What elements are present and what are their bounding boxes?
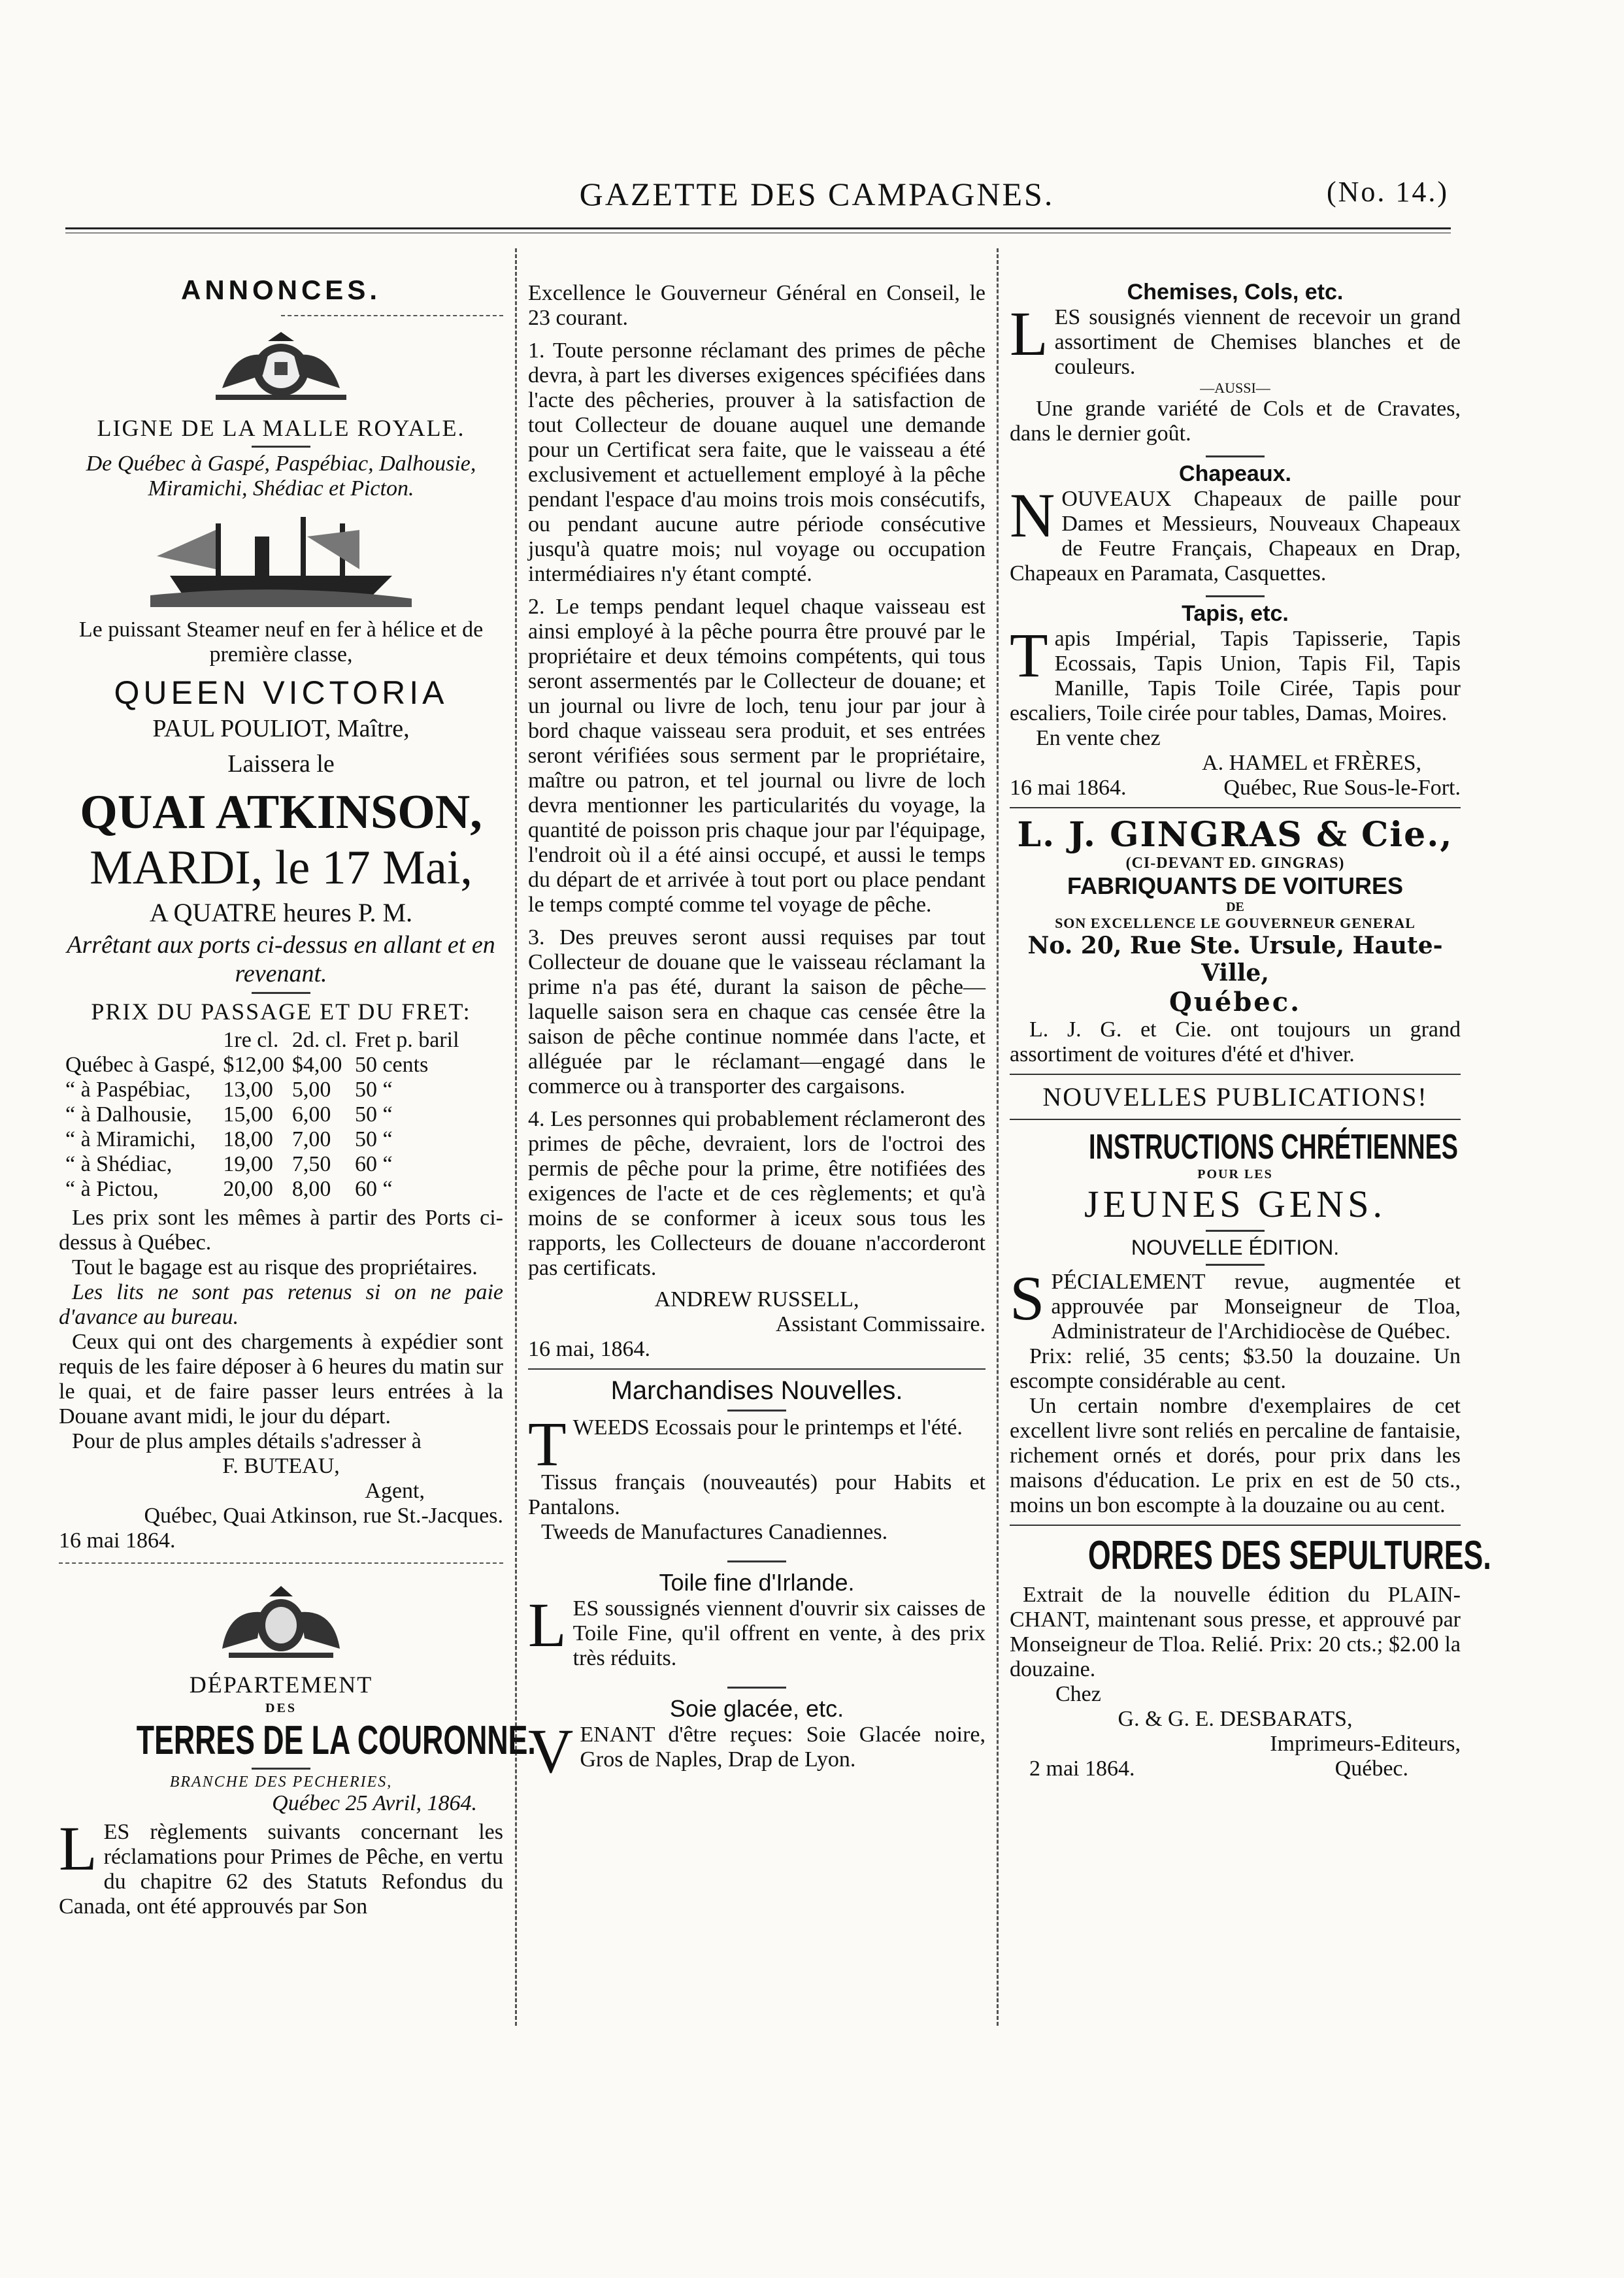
fare-dest: “ à Dalhousie, — [65, 1102, 192, 1127]
extrait-text: Extrait de la nouvelle édition du PLAIN-CHANT, maintenant sous presse, et approuvé par Monseigneur de Tloa. Relié. Prix: 20 cts.; $2.00 la douzaine. — [1010, 1583, 1461, 1681]
tapis-text: apis Impérial, Tapis Tapisserie, Tapis Ecossais, Tapis Union, Tapis Fil, Tapis Manille, Tapis Toile Cirée, Tapis pour escaliers, Toile cirée pour tables, Damas, Moires. — [1010, 627, 1461, 725]
fare-freight: 50 “ — [354, 1102, 393, 1127]
drop-cap: T — [528, 1409, 567, 1479]
note-contact: Pour de plus amples détails s'adresser à — [72, 1429, 422, 1453]
fare-freight: 60 “ — [354, 1152, 393, 1176]
terres-title — [59, 1717, 536, 1764]
leave-text: Laissera le — [227, 750, 335, 778]
hamel-footer — [1010, 776, 1461, 801]
fare-dest: Québec à Gaspé, — [65, 1053, 216, 1077]
fare-1st: 18,00 — [223, 1127, 273, 1151]
fares-header-cell: 1re cl. — [223, 1028, 279, 1052]
pour-les: POUR LES — [1197, 1167, 1273, 1181]
spec-text: PÉCIALEMENT revue, augmentée et approuvée par Monseigneur de Tloa, Administrateur de l'Archidiocèse de Québec. — [1051, 1270, 1461, 1344]
fare-freight: 50 “ — [354, 1078, 393, 1102]
fares-row — [61, 1177, 463, 1202]
departure-time: A QUATRE heures P. M. — [149, 898, 413, 927]
column-3 — [1010, 248, 1491, 1781]
fare-freight: 60 “ — [354, 1177, 393, 1201]
issue-number: (No. 14.) — [1327, 176, 1450, 208]
fare-dest: “ à Miramichi, — [65, 1127, 196, 1151]
royal-arms-emblem — [59, 329, 503, 408]
tweeds2-text: Tweeds de Manufactures Canadiennes. — [541, 1520, 888, 1544]
dept-title: DÉPARTEMENT — [189, 1672, 373, 1698]
gingras-sub: (CI-DEVANT ED. GINGRAS) — [1125, 855, 1345, 872]
chez: Chez — [1055, 1682, 1101, 1706]
note-beds: Les lits ne sont pas retenus si on ne paie d'avance au bureau. — [59, 1280, 503, 1329]
regulation-3: 3. Des preuves seront aussi requises par tout Collecteur de douane que le vaisseau réclamant la prime n'a pas été, durant la saison de pêche—laquelle saison sera en chaque cas censée être la saison de pêche continue nommée dans l'acte, et alléguée par le réclamant—engagé dans le commerce ou à transporter des cargaisons. — [528, 925, 986, 1098]
chemises-ad — [1010, 299, 1461, 380]
hamel-address: Québec, Rue Sous-le-Fort. — [1223, 776, 1461, 800]
section-title: ANNONCES. — [180, 274, 382, 305]
vente: En vente chez — [1036, 726, 1161, 750]
intro-text: ES règlements suivants concernant les réclamations pour Primes de Pêche, en vertu du chapitre 62 des Statuts Refondus du Canada, ont été approuvés par Son — [59, 1820, 503, 1919]
fares-row — [61, 1053, 463, 1078]
hamel-name: A. HAMEL et FRÈRES, — [1202, 751, 1421, 775]
quai-name: QUAI ATKINSON, — [80, 785, 482, 839]
soie-text: ENANT d'être reçues: Soie Glacée noire, Gros de Naples, Drap de Lyon. — [580, 1723, 986, 1772]
departure-date: MARDI, le 17 Mai, — [90, 841, 472, 895]
fare-dest: “ à Shédiac, — [65, 1152, 173, 1176]
chapeaux-ad — [1010, 480, 1461, 586]
agent-address: Québec, Quai Atkinson, rue St.-Jacques. — [144, 1504, 503, 1528]
header-rule — [65, 227, 1451, 229]
intro-paragraph — [59, 1813, 503, 1919]
drop-cap: L — [59, 1813, 97, 1883]
regulation-1: 1. Toute personne réclamant des primes de pêche devra, à part les diverses exigences spécifiées dans l'acte des pêcheries, prouver à la satisfaction de tout Collecteur de douane auquel une demande pour un Certificat sera faite, que le vaisseau a été exclusivement et actuellement employé à la pêche pendant l'espace d'au moins trois mois consécutifs, ou pendant aucune autre période consécutive jusqu'à quatre mois; nul voyage ou occupation intermédiaires n'y étant compté. — [528, 338, 986, 586]
fare-2nd: $4,00 — [291, 1053, 342, 1077]
signer-name: ANDREW RUSSELL, — [654, 1287, 859, 1312]
regulation-2: 2. Le temps pendant lequel chaque vaisseau est ainsi employé à la pêche pourra être prouvé par le propriétaire et deux témoins compétents, qui tous seront assermentés par le Collecteur de douane; et un journal ou livre de loch, tenu jour par jour à bord chaque vaisseau sera produit, et ses entrées seront vérifiées sous serment par le propriétaire, maître ou patron, et tel journal ou livre de loch devra mentionner les particularités du voyage, la quantité de poisson pris chaque jour par l'équipage, l'endroit où il a été ainsi occupé, et aussi le temps du départ de et arrivée à tout port ou place pendant le temps compté comme tel voyage de pêche. — [528, 595, 986, 917]
jeunes-gens: JEUNES GENS. — [1084, 1183, 1386, 1225]
fares-row — [61, 1152, 463, 1177]
aussi: —AUSSI— — [1200, 380, 1270, 396]
fares-title: PRIX DU PASSAGE ET DU FRET: — [91, 999, 471, 1025]
desbarats-footer — [1010, 1757, 1461, 1781]
fare-1st: 15,00 — [223, 1102, 273, 1127]
desbarats-date: 2 mai 1864. — [1029, 1757, 1135, 1781]
fares-row — [61, 1078, 463, 1102]
branche: BRANCHE DES PECHERIES, — [169, 1774, 393, 1791]
drop-cap: T — [1010, 620, 1048, 690]
signature-date: 16 mai, 1864. — [528, 1337, 650, 1361]
drop-cap: S — [1010, 1263, 1045, 1333]
instructions-title — [1010, 1127, 1461, 1167]
edition: NOUVELLE ÉDITION. — [1131, 1236, 1340, 1259]
chemises-title: Chemises, Cols, etc. — [1127, 280, 1344, 305]
steamer-illustration — [59, 510, 503, 608]
terres-title-text: TERRES DE LA COURONNE. — [136, 1718, 536, 1763]
fare-2nd: 6,00 — [291, 1102, 331, 1127]
fares-row — [61, 1127, 463, 1152]
regulation-4: 4. Les personnes qui probablement réclameront des primes de pêche, devraient, lors de l'octroi des permis de pêche pour la prime, être notifiées des exigences de l'acte et de ces règlements; et qu'à moins de se conformer à iceux sous tous les rapports, les Collecteurs de douane n'accorderont pas certificats. — [528, 1107, 986, 1280]
ship-name: QUEEN VICTORIA — [114, 674, 448, 711]
instructions-title-text: INSTRUCTIONS CHRÉTIENNES — [1089, 1127, 1458, 1166]
tweeds-ad — [528, 1409, 986, 1479]
tweeds-text: WEEDS Ecossais pour le printemps et l'été. — [572, 1415, 963, 1440]
chapeaux-title: Chapeaux. — [1179, 461, 1291, 486]
note-cargo: Ceux qui ont des chargements à expédier sont requis de les faire déposer à 6 heures du matin sur le quai, et de faire passer leurs entrées à la Douane avant midi, le jour du départ. — [59, 1330, 503, 1428]
desbarats-title: Imprimeurs-Editeurs, — [1270, 1732, 1461, 1756]
fare-freight: 50 cents — [354, 1053, 429, 1077]
cols-text: Une grande variété de Cols et de Cravates, dans le dernier goût. — [1010, 397, 1461, 446]
fares-header-cell — [61, 1028, 219, 1053]
tissus-text: Tissus français (nouveautés) pour Habits et Pantalons. — [528, 1470, 986, 1519]
ordres-title — [1010, 1532, 1491, 1579]
fare-2nd: 7,00 — [291, 1127, 331, 1151]
fare-1st: 13,00 — [223, 1078, 273, 1102]
toile-text: ES soussignés viennent d'ouvrir six caisses de Toile Fine, qu'il offrent en vente, à des prix très réduits. — [572, 1596, 986, 1670]
fab-de: DE — [1226, 900, 1244, 914]
fares-row — [61, 1102, 463, 1127]
agent-date: 16 mai 1864. — [59, 1528, 176, 1553]
toile-ad — [528, 1590, 986, 1671]
masthead-title: GAZETTE DES CAMPAGNES. — [579, 176, 1055, 212]
desbarats-name: G. & G. E. DESBARATS, — [1118, 1707, 1353, 1731]
branche-date: Québec 25 Avril, 1864. — [272, 1791, 477, 1815]
hamel-date: 16 mai 1864. — [1010, 776, 1127, 800]
certain-text: Un certain nombre d'exemplaires de cet excellent livre sont reliés en percaline de fantaisie, richement ornés et dorés, pour prix dans les maisons d'éducation. Le prix en est de 50 cts., moins un bon escompte à la douzaine ou au cent. — [1010, 1394, 1461, 1517]
fare-dest: “ à Paspébiac, — [65, 1078, 191, 1102]
fare-dest: “ à Pictou, — [65, 1177, 159, 1201]
ship-master: PAUL POULIOT, Maître, — [152, 715, 410, 742]
excellence: SON EXCELLENCE LE GOUVERNEUR GENERAL — [1055, 915, 1416, 931]
dept-des: DES — [265, 1701, 297, 1715]
column-2 — [528, 248, 986, 1786]
nouvelles-publications: NOUVELLES PUBLICATIONS! — [1042, 1082, 1428, 1112]
column-divider-2 — [997, 248, 999, 2026]
column-1 — [59, 248, 536, 1919]
fare-2nd: 8,00 — [291, 1177, 331, 1201]
fare-1st: $12,00 — [223, 1053, 284, 1077]
steamer-desc: Le puissant Steamer neuf en fer à hélice et de première classe, — [78, 618, 484, 667]
ljg-text: L. J. G. et Cie. ont toujours un grand assortiment de voitures d'été et d'hiver. — [1010, 1017, 1461, 1066]
toile-title: Toile fine d'Irlande. — [659, 1569, 855, 1596]
fare-freight: 50 “ — [354, 1127, 393, 1151]
soie-title: Soie glacée, etc. — [669, 1695, 844, 1722]
fare-1st: 20,00 — [223, 1177, 273, 1201]
merch-title: Marchandises Nouvelles. — [610, 1376, 903, 1405]
line-title: LIGNE DE LA MALLE ROYALE. — [97, 415, 465, 441]
ordres-title-text: ORDRES DES SEPULTURES. — [1087, 1533, 1491, 1578]
drop-cap: L — [528, 1590, 567, 1660]
drop-cap: L — [1010, 299, 1048, 369]
tapis-ad — [1010, 620, 1461, 726]
drop-cap: N — [1010, 480, 1055, 550]
fares-header-cell: 2d. cl. — [291, 1028, 347, 1052]
note-baggage: Tout le bagage est au risque des propriétaires. — [72, 1255, 478, 1279]
signer-title: Assistant Commissaire. — [775, 1312, 986, 1336]
gingras-name: L. J. GINGRAS & Cie., — [1017, 815, 1453, 855]
fare-1st: 19,00 — [223, 1152, 273, 1176]
fare-2nd: 7,50 — [291, 1152, 331, 1176]
agent-name: F. BUTEAU, — [222, 1454, 340, 1478]
stops-note: Arrêtant aux ports ci-dessus en allant et en revenant. — [67, 931, 495, 987]
chapeaux-text: OUVEAUX Chapeaux de paille pour Dames et Messieurs, Nouveaux Chapeaux de Feutre Français, Chapeaux en Drap, Chapeaux en Paramata, Casquettes. — [1010, 487, 1461, 586]
drop-cap: V — [528, 1716, 574, 1786]
desbarats-city: Québec. — [1334, 1757, 1408, 1781]
fares-header-cell: Fret p. baril — [354, 1028, 459, 1052]
fares-header-row — [61, 1028, 463, 1053]
tapis-title: Tapis, etc. — [1182, 601, 1289, 626]
crown-arms-emblem — [59, 1583, 503, 1662]
spec-ad — [1010, 1263, 1461, 1344]
fabriquants: FABRIQUANTS DE VOITURES — [1067, 872, 1404, 899]
note-prices: Les prix sont les mêmes à partir des Ports ci-dessus à Québec. — [59, 1206, 503, 1255]
gingras-street: No. 20, Rue Ste. Ursule, Haute-Ville, — [1027, 932, 1443, 987]
fares-table — [61, 1028, 463, 1202]
gingras-city: Québec. — [1168, 987, 1302, 1017]
soie-ad — [528, 1716, 986, 1786]
prix-text: Prix: relié, 35 cents; $3.50 la douzaine. Un escompte considérable au cent. — [1010, 1344, 1461, 1393]
route: De Québec à Gaspé, Paspébiac, Dalhousie, Miramichi, Shédiac et Picton. — [86, 452, 476, 501]
fare-2nd: 5,00 — [291, 1078, 331, 1102]
chemises-text: ES sousignés viennent de recevoir un grand assortiment de Chemises blanches et de couleurs. — [1054, 305, 1461, 379]
regulation-continued: Excellence le Gouverneur Général en Conseil, le 23 courant. — [528, 281, 986, 330]
agent-title: Agent, — [365, 1479, 425, 1503]
